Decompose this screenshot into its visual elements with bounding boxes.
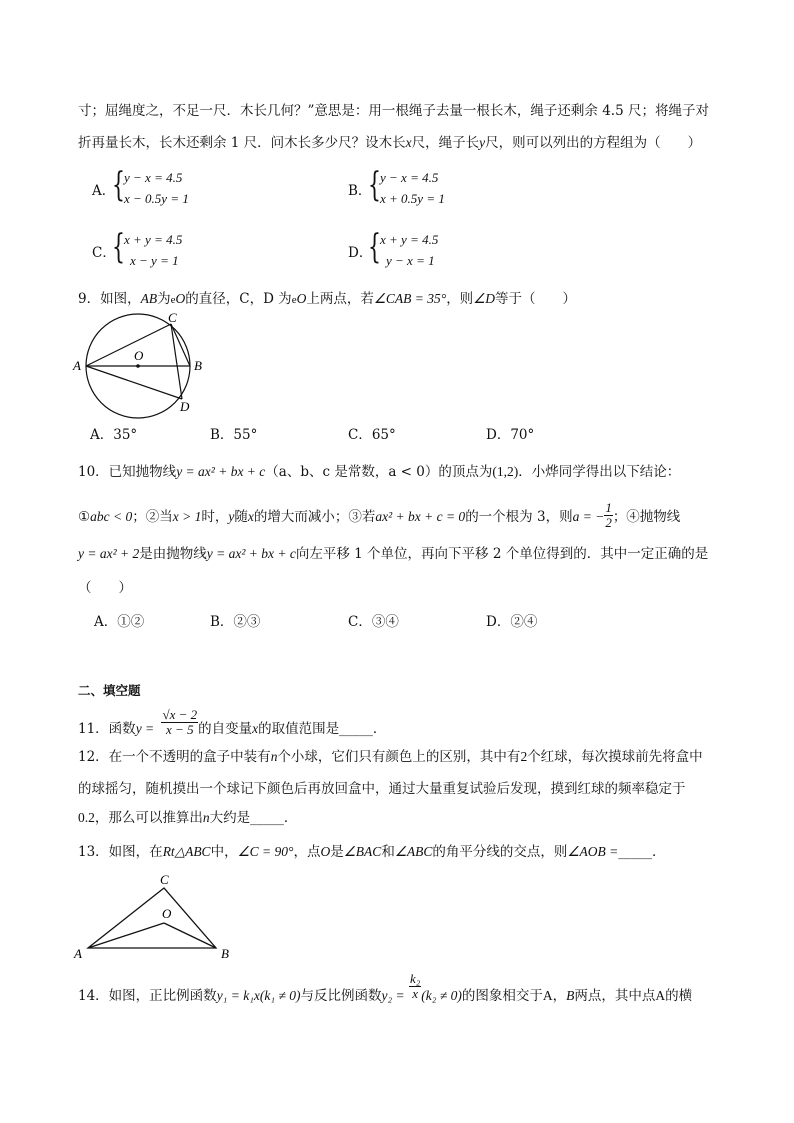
q9-circle-figure — [70, 308, 210, 420]
q10-line3: y = ax² + 2是由抛物线y = ax² + bx + c向左平移 1 个单位，再向下平移 2 个单位得到的．其中一定正确的是 — [78, 546, 709, 562]
q8-option-c-system: { x + y = 4.5 x − y = 1 — [112, 227, 183, 268]
label-c: C — [160, 872, 169, 887]
label-b: B — [194, 358, 202, 373]
q11-fraction: $\frac{√x - 2}{x - 5}$ — [162, 707, 198, 737]
q9-option-a: A．35° — [90, 427, 138, 443]
q9-option-b: B．55° — [210, 427, 258, 443]
q11-stem: 11．函数y = $\frac{√x - 2}{x - 5}$ 的自变量x的取值范围是_____． — [78, 707, 387, 737]
q8-option-a-system: { y − x = 4.5 x − 0.5y = 1 — [112, 165, 189, 206]
q9-option-c: C．65° — [348, 427, 396, 443]
segment-ad — [86, 366, 182, 399]
segment-ao — [88, 923, 164, 948]
q10-line4: （ ） — [78, 580, 132, 596]
label-c: C — [168, 310, 177, 325]
label-a: A — [74, 946, 82, 961]
q10-option-a: A．①② — [94, 614, 145, 630]
q12-line3: 0.2，那么可以推算出n大约是_____． — [78, 810, 298, 826]
q8-line1: 寸；屈绳度之，不足一尺．木长几何？”意思是：用一根绳子去量一根长木，绳子还剩余 4.5 尺；将绳子对 — [78, 103, 709, 119]
q12-line2: 的球摇匀，随机摸出一个球记下颜色后再放回盒中，通过大量重复试验后发现，摸到红球的频率稳定于 — [78, 781, 686, 797]
q8-option-c-label: C． — [92, 245, 116, 261]
q12-line1: 12．在一个不透明的盒子中装有n个小球，它们只有颜色上的区别，其中有2个红球，每次摸球前先将盒中 — [78, 749, 703, 765]
q8-option-b-label: B． — [348, 183, 372, 199]
label-b: B — [221, 946, 229, 961]
q10-line1: 10．已知抛物线y = ax² + bx + c（a、b、c 是常数，a < 0）的顶点为(1,2)．小烨同学得出以下结论： — [78, 464, 681, 480]
label-d: D — [180, 399, 190, 414]
section-title: 二、填空题 — [78, 683, 141, 698]
segment-ac — [86, 324, 171, 366]
label-o: O — [162, 906, 172, 921]
segment-ob — [164, 923, 216, 948]
q10-option-c: C．③④ — [348, 614, 399, 630]
q8-option-b-system: { y − x = 4.5 x + 0.5y = 1 — [368, 165, 445, 206]
q9-option-d: D．70° — [486, 427, 535, 443]
q10-option-b: B．②③ — [210, 614, 261, 630]
q8-option-a-label: A． — [92, 183, 116, 199]
q8-line2: 折再量长木，长木还剩余 1 尺．问木长多少尺？设木长x尺，绳子长y尺，则可以列出的方程组为（ ） — [78, 135, 702, 151]
label-o: O — [134, 348, 144, 363]
q14-fraction: $\frac{\text{k₂}}{x}$ — [409, 971, 421, 1001]
label-a: A — [73, 358, 81, 373]
center-point — [136, 364, 140, 368]
q8-option-d-system: { x + y = 4.5 y − x = 1 — [368, 227, 439, 268]
fraction-one-half: $\frac{1}{2}$ — [605, 500, 612, 530]
q14-stem: 14．如图，正比例函数y₁ = k₁x(k₁ ≠ 0)与反比例函数y₂ = $\frac{\text{k₂}}{x}$ (k₂ ≠ 0)的图象相交于A，B两点，其中点A的横 — [78, 971, 693, 1004]
q10-option-d: D．②④ — [486, 614, 538, 630]
q13-triangle-figure — [70, 870, 240, 962]
q13-stem: 13．如图，在Rt△ABC中，∠C = 90°，点O是∠BAC和∠ABC的角平分线的交点，则∠AOB =_____． — [78, 844, 666, 860]
q9-stem: 9．如图，AB为eO的直径，C，D 为eO上两点，若∠CAB = 35°，则∠D等于（ ） — [78, 291, 577, 307]
q10-line2: ①abc < 0；②当x > 1时，y随x的增大而减小；③若ax² + bx + c = 0的一个根为 3，则a = − $\frac{1}{2}$ ；④抛物线 — [78, 500, 681, 530]
q8-option-d-label: D． — [348, 245, 373, 261]
